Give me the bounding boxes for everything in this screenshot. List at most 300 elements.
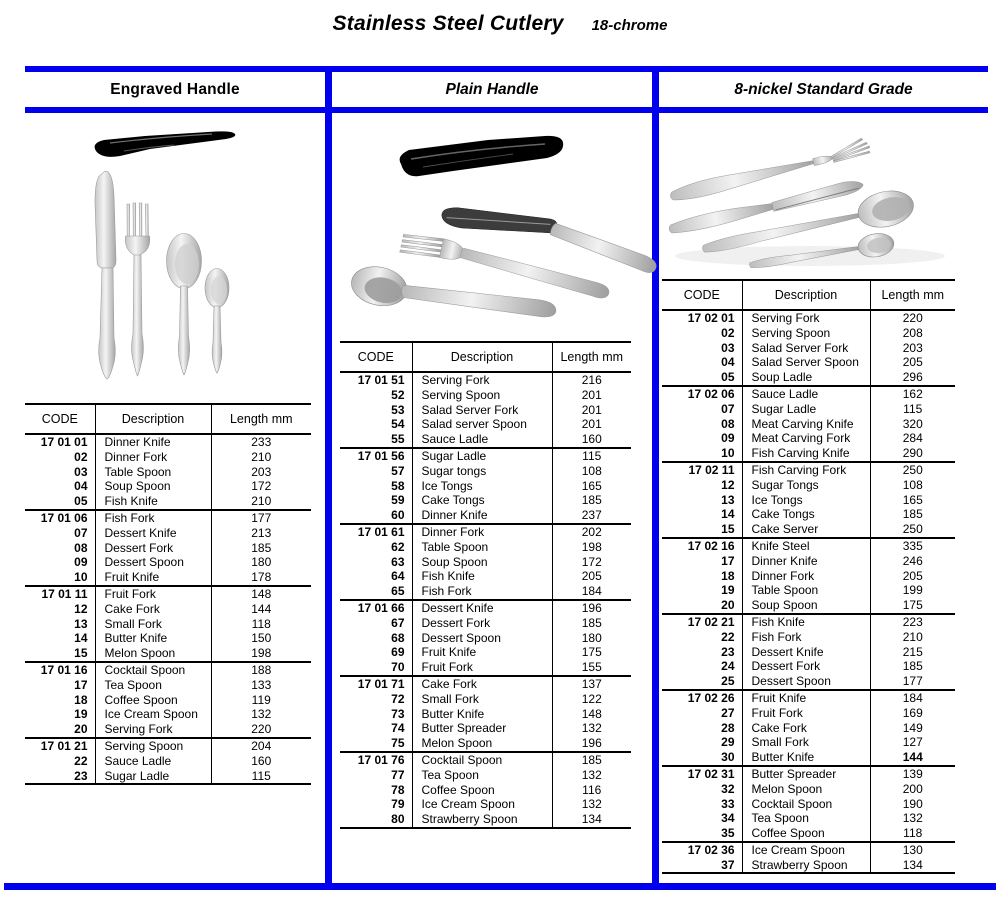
description-cell: Small Fork <box>412 692 552 707</box>
description-cell: Sugar Tongs <box>742 478 870 493</box>
description-cell: Coffee Spoon <box>742 826 870 842</box>
code-cell: 29 <box>662 735 742 750</box>
description-cell: Butter Knife <box>95 631 211 646</box>
length-cell: 196 <box>581 600 602 615</box>
length-cell: 180 <box>251 555 272 570</box>
table-row <box>340 388 631 403</box>
length-cell: 203 <box>902 340 923 355</box>
table-row <box>25 555 311 570</box>
length-cell: 284 <box>902 431 923 446</box>
length-cell: 118 <box>903 826 923 841</box>
length-cell: 185 <box>581 615 602 630</box>
table-row <box>340 676 631 692</box>
code-column-header: CODE <box>25 404 95 434</box>
table-row <box>25 754 311 769</box>
table-row <box>25 479 311 494</box>
code-group <box>662 766 955 842</box>
description-cell: Dessert Knife <box>412 600 552 616</box>
code-group <box>25 662 311 738</box>
code-group <box>25 434 311 510</box>
code-group <box>25 586 311 662</box>
length-cell: 133 <box>251 677 272 692</box>
table-header-row <box>25 404 311 434</box>
table-row <box>25 602 311 617</box>
length-column-header: Length mm <box>229 412 293 426</box>
description-cell: Cocktail Spoon <box>742 797 870 812</box>
length-cell: 160 <box>251 753 272 768</box>
description-cell: Sauce Ladle <box>95 754 211 769</box>
table-row <box>662 858 955 874</box>
length-cell: 180 <box>581 630 602 645</box>
code-cell: 04 <box>662 355 742 370</box>
code-group <box>662 386 955 462</box>
description-cell: Dessert Spoon <box>742 674 870 690</box>
description-cell: Fruit Knife <box>742 690 870 706</box>
table-row <box>340 540 631 555</box>
length-cell: 320 <box>902 416 923 431</box>
code-cell: 15 <box>662 522 742 538</box>
table-row <box>662 538 955 554</box>
description-cell: Small Fork <box>95 617 211 632</box>
description-cell: Fish Knife <box>95 494 211 510</box>
length-cell: 208 <box>902 325 923 340</box>
description-cell: Fish Fork <box>412 584 552 600</box>
length-cell: 144 <box>902 750 923 765</box>
table-row <box>340 736 631 752</box>
description-cell: Sugar tongs <box>412 464 552 479</box>
length-column-header: Length mm <box>560 350 624 364</box>
table-row <box>25 662 311 678</box>
description-cell: Fruit Fork <box>412 660 552 676</box>
table-row <box>340 721 631 736</box>
length-cell: 116 <box>582 782 602 797</box>
table-row <box>662 326 955 341</box>
description-cell: Ice Cream Spoon <box>412 797 552 812</box>
code-cell: 17 01 66 <box>340 600 412 616</box>
length-cell: 202 <box>581 524 602 539</box>
code-cell: 34 <box>662 811 742 826</box>
length-cell: 144 <box>251 601 272 616</box>
length-cell: 250 <box>902 462 923 477</box>
length-cell: 335 <box>902 538 923 553</box>
description-cell: Salad Server Fork <box>742 341 870 356</box>
table-row <box>25 526 311 541</box>
length-cell: 185 <box>581 493 602 508</box>
length-cell: 185 <box>251 540 272 555</box>
code-cell: 08 <box>662 417 742 432</box>
table-row <box>25 769 311 785</box>
length-cell: 210 <box>251 449 272 464</box>
length-cell: 201 <box>581 387 602 402</box>
code-cell: 28 <box>662 721 742 736</box>
code-cell: 20 <box>25 722 95 738</box>
description-cell: Fruit Fork <box>742 706 870 721</box>
length-cell: 150 <box>251 631 272 646</box>
description-cell: Table Spoon <box>95 465 211 480</box>
length-cell: 172 <box>581 554 602 569</box>
table-row <box>662 598 955 614</box>
code-cell: 10 <box>25 570 95 586</box>
code-group <box>662 310 955 386</box>
code-cell: 02 <box>25 450 95 465</box>
table-row <box>662 493 955 508</box>
code-cell: 65 <box>340 584 412 600</box>
length-cell: 132 <box>251 707 272 722</box>
description-cell: Sugar Ladle <box>95 769 211 785</box>
table-row <box>25 586 311 602</box>
code-cell: 53 <box>340 403 412 418</box>
table-row <box>25 678 311 693</box>
table-row <box>25 617 311 632</box>
length-cell: 220 <box>251 722 272 737</box>
length-cell: 184 <box>902 690 923 705</box>
code-cell: 23 <box>25 769 95 785</box>
table-row <box>340 812 631 828</box>
code-cell: 17 01 71 <box>340 676 412 692</box>
code-group <box>25 738 311 784</box>
column-header-engraved-handle: Engraved Handle <box>110 81 240 98</box>
description-cell: Ice Cream Spoon <box>95 707 211 722</box>
description-cell: Dessert Fork <box>95 541 211 556</box>
description-cell: Serving Fork <box>95 722 211 738</box>
description-cell: Fruit Knife <box>412 645 552 660</box>
table-row <box>662 614 955 630</box>
description-cell: Ice Tongs <box>742 493 870 508</box>
table-row <box>340 448 631 464</box>
description-cell: Dinner Fork <box>742 569 870 584</box>
code-cell: 37 <box>662 858 742 874</box>
page-subtitle: 18-chrome <box>591 17 668 34</box>
code-cell: 17 01 21 <box>25 738 95 754</box>
engraved-handle-detail-photo <box>90 129 242 164</box>
code-cell: 03 <box>25 465 95 480</box>
table-row <box>25 707 311 722</box>
description-cell: Sugar Ladle <box>742 402 870 417</box>
plain-handle-table <box>340 341 631 829</box>
table-row <box>662 431 955 446</box>
length-cell: 250 <box>902 522 923 537</box>
description-cell: Cocktail Spoon <box>412 752 552 768</box>
table-row <box>662 554 955 569</box>
description-cell: Fish Fork <box>95 510 211 526</box>
header-band-bottom-rule <box>25 107 988 113</box>
table-row <box>25 646 311 662</box>
code-cell: 63 <box>340 555 412 570</box>
length-cell: 178 <box>251 570 272 585</box>
length-cell: 177 <box>902 674 923 689</box>
length-cell: 165 <box>902 492 923 507</box>
description-cell: Fish Knife <box>412 569 552 584</box>
table-row <box>340 768 631 783</box>
code-cell: 17 01 01 <box>25 434 95 450</box>
table-row <box>662 507 955 522</box>
code-cell: 04 <box>25 479 95 494</box>
table-row <box>662 583 955 598</box>
table-row <box>662 706 955 721</box>
code-cell: 62 <box>340 540 412 555</box>
length-cell: 233 <box>251 435 272 449</box>
table-row <box>340 464 631 479</box>
description-cell: Dessert Knife <box>742 645 870 660</box>
table-row <box>662 462 955 478</box>
description-cell: Dessert Spoon <box>412 631 552 646</box>
standard-grade-cutlery-set-photo <box>660 116 958 274</box>
plain-handle-detail-photo <box>393 134 571 181</box>
description-cell: Cake Fork <box>95 602 211 617</box>
table-row <box>662 659 955 674</box>
table-row <box>340 403 631 418</box>
table-row <box>340 616 631 631</box>
table-row <box>340 797 631 812</box>
length-cell: 190 <box>902 796 923 811</box>
length-cell: 139 <box>902 766 923 781</box>
length-cell: 169 <box>902 705 923 720</box>
length-cell: 290 <box>902 446 923 461</box>
code-cell: 60 <box>340 508 412 524</box>
length-cell: 119 <box>251 692 271 707</box>
description-cell: Meat Carving Fork <box>742 431 870 446</box>
description-cell: Dessert Fork <box>742 659 870 674</box>
length-cell: 165 <box>581 478 602 493</box>
code-group <box>662 614 955 690</box>
column-header-plain-handle: Plain Handle <box>445 81 539 98</box>
code-group <box>340 752 631 828</box>
code-cell: 17 <box>25 678 95 693</box>
length-cell: 185 <box>902 507 923 522</box>
code-cell: 07 <box>25 526 95 541</box>
length-cell: 118 <box>251 616 271 631</box>
description-cell: Serving Spoon <box>95 738 211 754</box>
description-cell: Small Fork <box>742 735 870 750</box>
code-cell: 17 01 51 <box>340 372 412 388</box>
description-cell: Fish Knife <box>742 614 870 630</box>
table-row <box>25 631 311 646</box>
code-cell: 17 <box>662 554 742 569</box>
length-cell: 160 <box>581 432 602 447</box>
table-row <box>662 842 955 858</box>
length-cell: 200 <box>902 781 923 796</box>
description-cell: Cake Tongs <box>412 493 552 508</box>
code-cell: 69 <box>340 645 412 660</box>
length-cell: 134 <box>581 812 602 827</box>
description-cell: Serving Fork <box>742 310 870 326</box>
length-cell: 115 <box>903 401 923 416</box>
code-cell: 17 02 06 <box>662 386 742 402</box>
table-row <box>662 355 955 370</box>
length-cell: 205 <box>581 569 602 584</box>
code-cell: 17 02 11 <box>662 462 742 478</box>
code-cell: 55 <box>340 432 412 448</box>
table-row <box>340 600 631 616</box>
code-cell: 13 <box>25 617 95 632</box>
length-cell: 185 <box>581 752 602 767</box>
table-row <box>25 494 311 510</box>
code-cell: 24 <box>662 659 742 674</box>
code-cell: 58 <box>340 479 412 494</box>
description-cell: Sauce Ladle <box>742 386 870 402</box>
table-row <box>340 660 631 676</box>
code-cell: 33 <box>662 797 742 812</box>
code-cell: 18 <box>25 693 95 708</box>
length-cell: 162 <box>902 386 923 401</box>
length-cell: 188 <box>251 662 272 677</box>
table-row <box>662 811 955 826</box>
code-cell: 57 <box>340 464 412 479</box>
table-row <box>340 508 631 524</box>
description-cell: Cake Fork <box>742 721 870 736</box>
description-cell: Butter Spreader <box>742 766 870 782</box>
table-row <box>25 693 311 708</box>
table-row <box>25 738 311 754</box>
code-cell: 17 02 21 <box>662 614 742 630</box>
length-cell: 115 <box>582 448 602 463</box>
description-cell: Sauce Ladle <box>412 432 552 448</box>
code-cell: 78 <box>340 783 412 798</box>
description-cell: Soup Spoon <box>742 598 870 614</box>
length-cell: 127 <box>902 735 923 750</box>
table-row <box>662 402 955 417</box>
engraved-handle-table <box>25 403 311 785</box>
description-cell: Butter Knife <box>742 750 870 766</box>
length-cell: 198 <box>581 539 602 554</box>
code-cell: 10 <box>662 446 742 462</box>
code-cell: 74 <box>340 721 412 736</box>
description-cell: Cake Server <box>742 522 870 538</box>
code-cell: 18 <box>662 569 742 584</box>
code-group <box>662 690 955 766</box>
length-cell: 172 <box>251 479 272 494</box>
table-row <box>25 570 311 586</box>
description-cell: Dinner Knife <box>412 508 552 524</box>
code-cell: 64 <box>340 569 412 584</box>
length-cell: 203 <box>251 464 272 479</box>
code-cell: 73 <box>340 707 412 722</box>
table-row <box>25 722 311 738</box>
description-cell: Melon Spoon <box>742 782 870 797</box>
table-row <box>340 645 631 660</box>
description-column-header: Description <box>95 404 211 434</box>
table-row <box>662 735 955 750</box>
description-cell: Soup Ladle <box>742 370 870 386</box>
description-cell: Dinner Knife <box>742 554 870 569</box>
description-cell: Ice Tongs <box>412 479 552 494</box>
description-cell: Serving Spoon <box>742 326 870 341</box>
description-cell: Dessert Fork <box>412 616 552 631</box>
code-cell: 22 <box>662 630 742 645</box>
table-row <box>662 826 955 842</box>
description-cell: Table Spoon <box>412 540 552 555</box>
table-row <box>662 797 955 812</box>
code-cell: 79 <box>340 797 412 812</box>
code-cell: 17 01 56 <box>340 448 412 464</box>
code-cell: 17 02 26 <box>662 690 742 706</box>
code-cell: 54 <box>340 417 412 432</box>
code-cell: 27 <box>662 706 742 721</box>
length-cell: 148 <box>251 586 272 601</box>
code-cell: 25 <box>662 674 742 690</box>
code-cell: 17 02 36 <box>662 842 742 858</box>
length-column-header: Length mm <box>881 288 945 302</box>
length-cell: 205 <box>902 355 923 370</box>
length-cell: 205 <box>902 568 923 583</box>
length-cell: 210 <box>251 494 272 509</box>
length-cell: 184 <box>581 584 602 599</box>
table-row <box>340 783 631 798</box>
length-cell: 185 <box>902 659 923 674</box>
length-cell: 199 <box>902 583 923 598</box>
length-cell: 246 <box>902 553 923 568</box>
table-row <box>340 432 631 448</box>
description-cell: Butter Spreader <box>412 721 552 736</box>
code-cell: 30 <box>662 750 742 766</box>
code-cell: 14 <box>662 507 742 522</box>
table-row <box>662 766 955 782</box>
length-cell: 213 <box>251 525 272 540</box>
code-cell: 35 <box>662 826 742 842</box>
code-cell: 17 01 16 <box>25 662 95 678</box>
code-cell: 20 <box>662 598 742 614</box>
length-cell: 296 <box>902 370 923 385</box>
table-row <box>662 750 955 766</box>
code-group <box>340 448 631 524</box>
description-cell: Fish Carving Knife <box>742 446 870 462</box>
plain-cutlery-set-photo <box>346 190 614 338</box>
description-cell: Melon Spoon <box>412 736 552 752</box>
length-cell: 137 <box>581 676 602 691</box>
code-cell: 15 <box>25 646 95 662</box>
page-title: Stainless Steel Cutlery <box>332 12 564 35</box>
description-cell: Knife Steel <box>742 538 870 554</box>
code-cell: 19 <box>662 583 742 598</box>
description-cell: Meat Carving Knife <box>742 417 870 432</box>
code-cell: 77 <box>340 768 412 783</box>
table-row <box>25 465 311 480</box>
length-cell: 201 <box>581 402 602 417</box>
description-cell: Soup Spoon <box>412 555 552 570</box>
code-cell: 17 01 11 <box>25 586 95 602</box>
description-cell: Ice Cream Spoon <box>742 842 870 858</box>
code-cell: 09 <box>25 555 95 570</box>
code-cell: 52 <box>340 388 412 403</box>
code-cell: 17 02 16 <box>662 538 742 554</box>
table-row <box>340 417 631 432</box>
length-cell: 201 <box>581 417 602 432</box>
code-cell: 17 01 61 <box>340 524 412 540</box>
length-cell: 220 <box>902 311 923 325</box>
length-cell: 108 <box>581 463 602 478</box>
code-cell: 72 <box>340 692 412 707</box>
page-header <box>0 12 1000 36</box>
description-cell: Salad Server Spoon <box>742 355 870 370</box>
code-group <box>340 524 631 600</box>
code-column-header: CODE <box>340 342 412 372</box>
description-cell: Coffee Spoon <box>95 693 211 708</box>
table-row <box>662 645 955 660</box>
table-row <box>662 522 955 538</box>
code-cell: 17 02 01 <box>662 310 742 326</box>
table-row <box>25 434 311 450</box>
description-cell: Fish Fork <box>742 630 870 645</box>
length-cell: 132 <box>581 797 602 812</box>
length-cell: 134 <box>902 857 923 872</box>
description-cell: Tea Spoon <box>742 811 870 826</box>
description-cell: Tea Spoon <box>412 768 552 783</box>
length-cell: 175 <box>581 645 602 660</box>
code-cell: 67 <box>340 616 412 631</box>
code-cell: 14 <box>25 631 95 646</box>
description-cell: Fish Carving Fork <box>742 462 870 478</box>
description-cell: Dinner Fork <box>95 450 211 465</box>
